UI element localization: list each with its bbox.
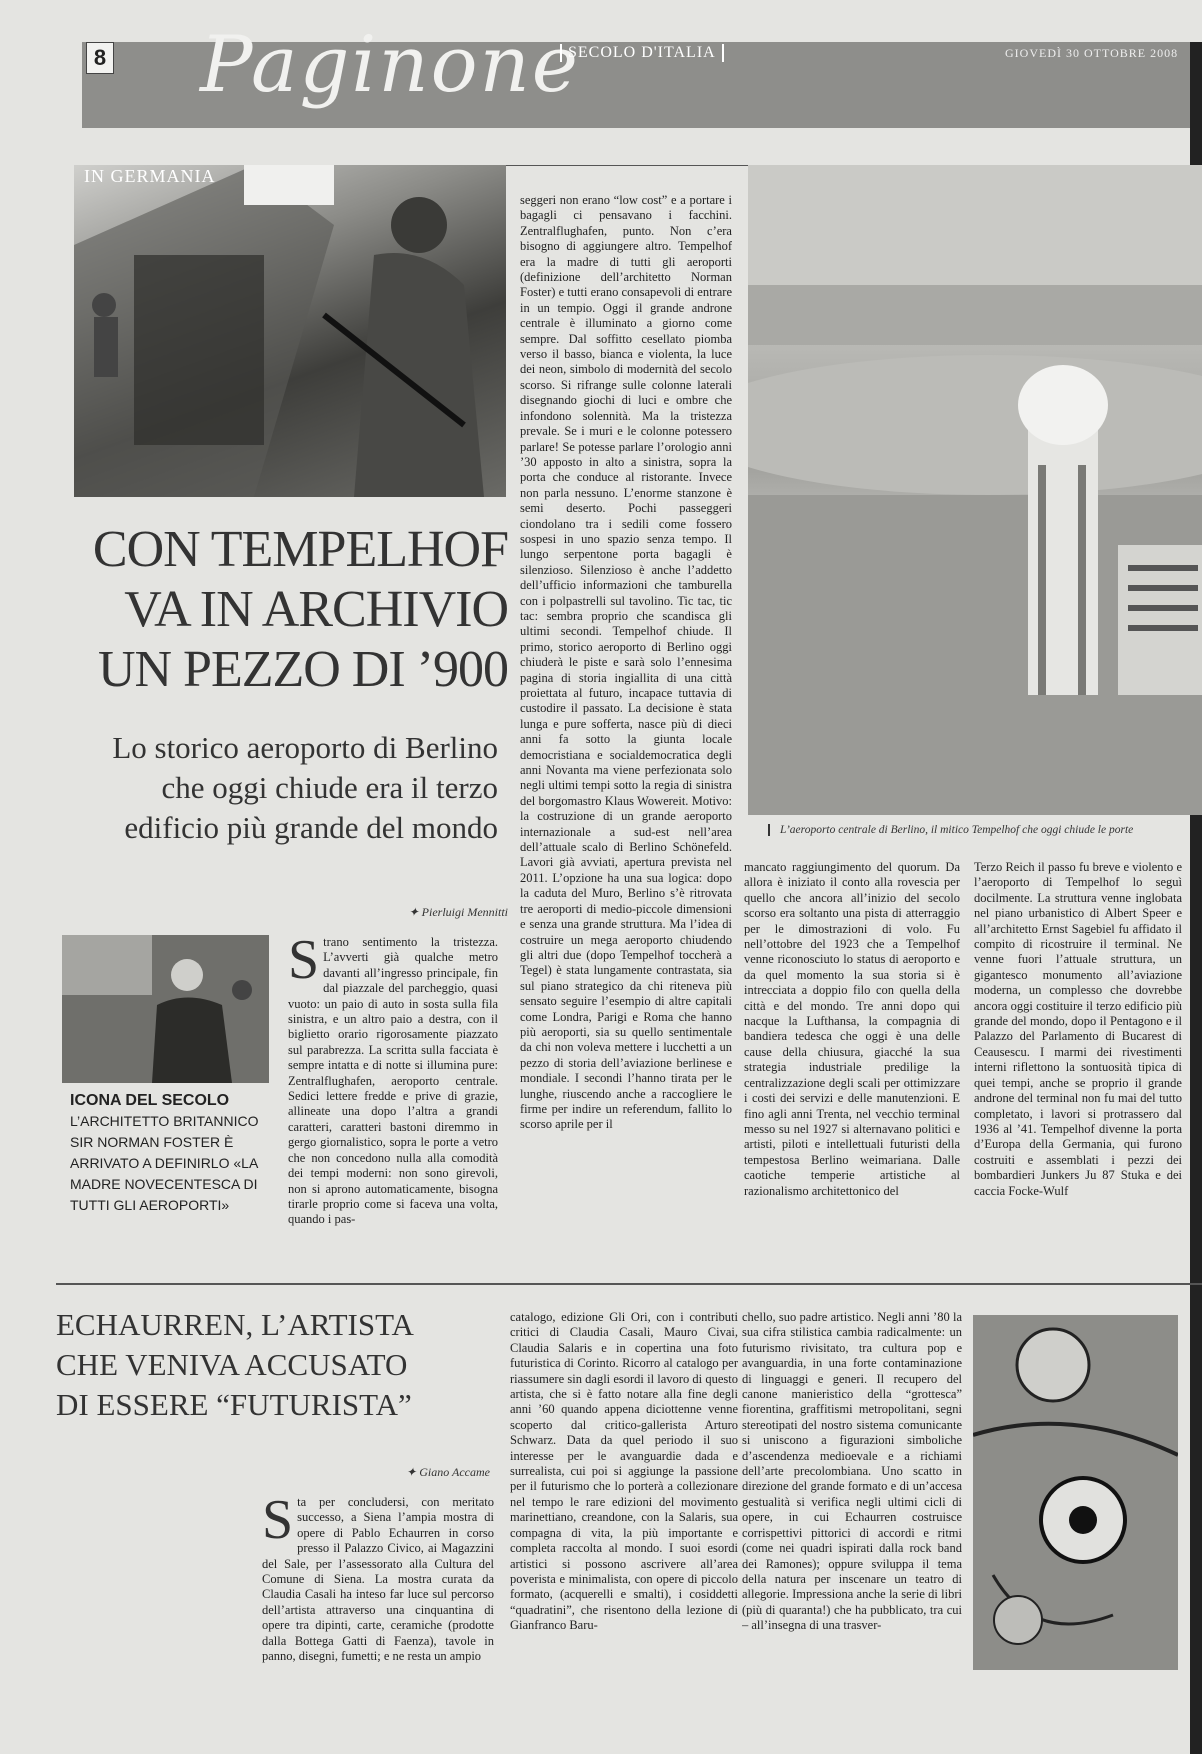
byline2-author: Giano Accame: [419, 1465, 490, 1479]
article2-headline: [56, 1305, 476, 1425]
article-column-3: [744, 860, 960, 1245]
foster-photo: [62, 935, 269, 1083]
column-rule: [506, 165, 756, 166]
sidebar-box: [70, 1090, 270, 1216]
article-column-4: [974, 860, 1182, 1245]
column-1-text: trano sentimento la tristezza. L’avverti già qualche metro davanti all’ingresso principale, fin dal piazzale del parcheggio, quasi vuoto: un paio di auto in sosta sulla fila sinistra, e un altro paio a destra, con il biglietto orario rigorosamente piazzato sul parabrezza. La scritta sulla facciata è sempre intatta e di notte si illumina pure: Zentralflughafen, aeroporto centrale. Sedici lettere fredde e prive di grazie, allineate una dopo l’altra a grandi caratteri, caratteri bastoni diremmo in gergo giornalistico, sopra le porte a vetro che non concedono nulla alla comodità dei tempi moderni: non sono girevoli, non si aprono automaticamente, bisogna tirarle proprio come si faceva una volta, quando i pas-: [288, 935, 498, 1227]
column-2-text: seggeri non erano “low cost” e a portare i bagagli ci pensavano i facchini. Zentralflughafen, punto. Non c’era bisogno di aggiungere altro. Tempelhof era la madre di tutti gli aeroporti (definizione dell’architetto Norman Foster) e tutti erano consapevoli di entrare in un tempio. Oggi il grande androne centrale è illuminato a giorno come sempre. Dal soffitto cesellato piomba verso il basso, bianca e violenta, la luce dei neon, simbolo di modernità del secolo scorso. Si rifrange sulle colonne laterali disegnando giochi di luci e ombre che infondono solennità. Ma la tristezza prevale. Se i muri e le colonne potessero parlare! Se potesse parlare l’orologio anni ’30 apposto in alto a sinistra, sopra la porta che conduce al ristorante. Invece non parla nessuno. L’enorme stanzone è semi deserto. Pochi passeggeri ciondolano tra i sedili come fossero sospesi in uno spazio senza tempo. Il lungo serpentone porta bagagli è silenzioso. Silenzioso è anche l’addetto dell’ufficio informazioni che tamburella con i polpastrelli sul tavolino. Tic tac, tic tac: sembra proprio che scandisca gli ultimi secondi. Tempelhof chiude. Il primo, storico aeroporto di Berlino oggi chiuderà le piste e sarà solo l’ennesima pagina di storia ingiallita di una città proiettata al futuro, incapace tuttavia di custodire il passato. La decisione è stata lunga e pure sofferta, nasce più di dieci anni fa sotto la giunta locale democristiana e socialdemocratica degli anni Novanta ma viene perfezionata solo negli ultimi tempi sotto la regia di sinistra del borgomastro Klaus Wowereit. Motivo: la costruzione di un grande aeroporto internazionale a sud-est nell’area dell’attuale scalo di Berlino Schönefeld. Lavori già avviati, apertura prevista nel 2011. L’opzione ha una sua logica: dopo la caduta del Muro, Berlino s’è ritrovata tre aeroporti di medio-piccole dimensioni e senza una grande struttura. Ma l’idea di costruire un mega aeroporto chiudendo gli altri due (dopo Tempelhof toccherà a Tegel) è stata lungamente contrastata, sia sul piano strategico da chi riteneva più sensato seguire l’esempio di altre capitali come Londra, Parigi e Roma che hanno più aeroporti, sia su quello sentimentale da chi non voleva mettere i lucchetti a un pezzo di storia dell’aviazione berlinese e mondiale. I secondi l’hanno tirata per le lunghe, riuscendo anche a raccogliere le firme per indire un referendum, fallito lo scorso aprile per il: [520, 193, 732, 1132]
byline: ✦ Pierluigi Mennitti: [408, 905, 508, 919]
dropcap: S: [288, 935, 320, 991]
headline-line-3: UN PEZZO DI ’900: [97, 641, 508, 698]
article2-column-3: [742, 1310, 962, 1735]
masthead: SECOLO D'ITALIA: [560, 44, 724, 62]
article-column-2: [520, 193, 732, 1243]
article-column-1: [288, 935, 498, 1240]
article-subhead: Lo storico aeroporto di Berlino che oggi chiude era il terzo edificio più grande del mondo: [112, 730, 498, 845]
article2-column-2: [510, 1310, 738, 1735]
article-headline: [68, 520, 508, 700]
headline2-line-2: CHE VENIVA ACCUSATO: [56, 1347, 408, 1382]
column-3-text: mancato raggiungimento del quorum. Da allora è iniziato il conto alla rovescia per quello che ancora all’inizio del secolo scorso era soltanto una pista di atterraggio per le dimostrazioni di volo. Fu nell’ottobre del 1923 che a Tempelhof venne riconosciuto lo status di aeroporto e da quel momento la sua storia si è intrecciata a doppio filo con quella della città e del mondo. Tre anni dopo qui nacque la Lufthansa, la compagnia di bandiera tedesca che oggi è una delle cause della chiusura, giacché la sua strategia industriale predilige la centralizzazione degli scali per ottimizzare i costi dei servizi e delle manutenzioni. E fino agli anni Trenta, nel vecchio terminal messo su nel 1927 si alternavano politici e artisti, piloti e intellettuali futuristi della tempestosa Berlino weimariana. Dalle caotiche temperie artistiche al razionalismo architettonico del: [744, 860, 960, 1198]
artwork-photo: [973, 1315, 1178, 1670]
header-date: GIOVEDÌ 30 OTTOBRE 2008: [1005, 46, 1179, 60]
tempelhof-photo: [748, 165, 1202, 815]
article2-column-2-text: catalogo, edizione Gli Ori, con i contributi critici di Claudia Casali, Mauro Civai, Claudia Salaris e in copertina una foto futuristica di Corinto. Ricorro al catalogo per riassumere sin dagli esordi il lavoro di questo artista, che si è fatto notare alla fine degli anni ’60 quando appena diciottenne venne scoperto dal critico-gallerista Arturo Schwarz. Data da quel periodo il suo interesse per le avanguardie dada e surrealista, cui poi si aggiunge la passione per il futurismo che lo porterà a collezionare nel tempo le rare edizioni del movimento marinettiano, creandone, con la Salaris, sua compagna di vita, la più importante e completa raccolta al mondo. I suoi esordi artistici si possono ascrivere all’area poverista e minimalista, con opere di piccolo formato, (acquerelli e smalti), i cosiddetti “quadratini”, che risentono della lezione di Gianfranco Baru-: [510, 1310, 738, 1633]
headline-line-1: CON TEMPELHOF: [92, 521, 508, 578]
soldiers-photo-art: [74, 165, 506, 497]
tempelhof-photo-art: [748, 165, 1202, 815]
sidebar-title: ICONA DEL SECOLO: [70, 1092, 230, 1109]
article2-column-1: [262, 1495, 494, 1735]
section-title: Paginone: [200, 20, 580, 110]
kicker: IN GERMANIA: [84, 166, 216, 186]
byline-2: ✦ Giano Accame: [406, 1465, 490, 1479]
soldiers-photo: [74, 165, 506, 497]
photo-caption: L’aeroporto centrale di Berlino, il mitico Tempelhof che oggi chiude le porte: [768, 824, 1202, 836]
foster-photo-art: [62, 935, 269, 1083]
article2-column-1-text: ta per concludersi, con meritato successo, a Siena l’ampia mostra di opere di Pablo Echaurren in corso presso il Palazzo Civico, ai Magazzini del Sale, per l’assessorato alla Cultura del Comune di Siena. La mostra curata da Claudia Casali ha inteso far luce sul percorso dell’artista attraverso una cinquantina di opere tra dipinti, carte, ceramiche (prodotte dalla Bottega Gatti di Faenza), tavole in panno, disegni, fumetti; e ne resta un ampio: [262, 1495, 494, 1664]
sidebar-text: L’ARCHITETTO BRITANNICO SIR NORMAN FOSTER È ARRIVATO A DEFINIRLO «LA MADRE NOVECENTESCA DI TUTTI GLI AEROPORTI»: [70, 1113, 259, 1213]
dropcap-2: S: [262, 1495, 294, 1551]
artwork-photo-art: [973, 1315, 1178, 1670]
headline2-line-1: ECHAURREN, L’ARTISTA: [56, 1307, 414, 1342]
column-4-text: Terzo Reich il passo fu breve e violento e l’aeroporto di Tempelhof lo seguì docilmente. La struttura venne inglobata nel piano urbanistico di Albert Speer e all’architetto Ernst Sagebiel fu affidato il compito di ricostruire il terminal. Ne venne fuori l’attuale struttura, un gigantesco monumento all’aviazione moderna, un complesso che dovrebbe ancora oggi costituire il terzo edificio più grande del mondo, dopo il Pentagono e il Palazzo del Parlamento di Bucarest di Ceausescu. I marmi dei rivestimenti interni riflettono la sontuosità tipica di quei tempi, anche se proprio il grande androne del terminal non fu mai del tutto completato, i lavori si protrassero dal 1936 al ’41. Tempelhof divenne la porta d’Europa della Germania, qui furono costruiti e assemblati i pezzi dei bombardieri Junkers Ju 87 Stuka e dei caccia Focke-Wulf: [974, 860, 1182, 1198]
byline-author: Pierluigi Mennitti: [421, 905, 508, 919]
page-number: 8: [86, 42, 114, 74]
headline-line-2: VA IN ARCHIVIO: [124, 581, 508, 638]
headline2-line-3: DI ESSERE “FUTURISTA”: [56, 1387, 412, 1422]
section-divider: [56, 1283, 1202, 1285]
article2-column-3-text: chello, suo padre artistico. Negli anni ’80 la sua cifra stilistica cambia radicalmente: un futurismo rivisitato, tra cultura pop e avanguardia, in una forte contaminazione di linguaggi e generi. Il recupero del canone manieristico della “grottesca” fiorentina, graffitismi metropolitani, segni stereotipati del nostro sistema comunicante si uniscono a figurazioni simboliche d’ascendenza medioevale e a richiami dell’arte precolombiana. Uno scatto in direzione del grande formato e di un’accesa gestualità si verifica negli ultimi cicli di opere, in cui Echaurren costruisce corrispettivi pittorici di accordi e ritmi (come nei quadri ispirati dalla rock band dei Ramones); oppure sviluppa il tema della natura per inscenare un teatro di allegorie. Impressiona anche la serie di libri (più di quaranta!) che ha pubblicato, tra cui – all’insegna di una trasver-: [742, 1310, 962, 1633]
